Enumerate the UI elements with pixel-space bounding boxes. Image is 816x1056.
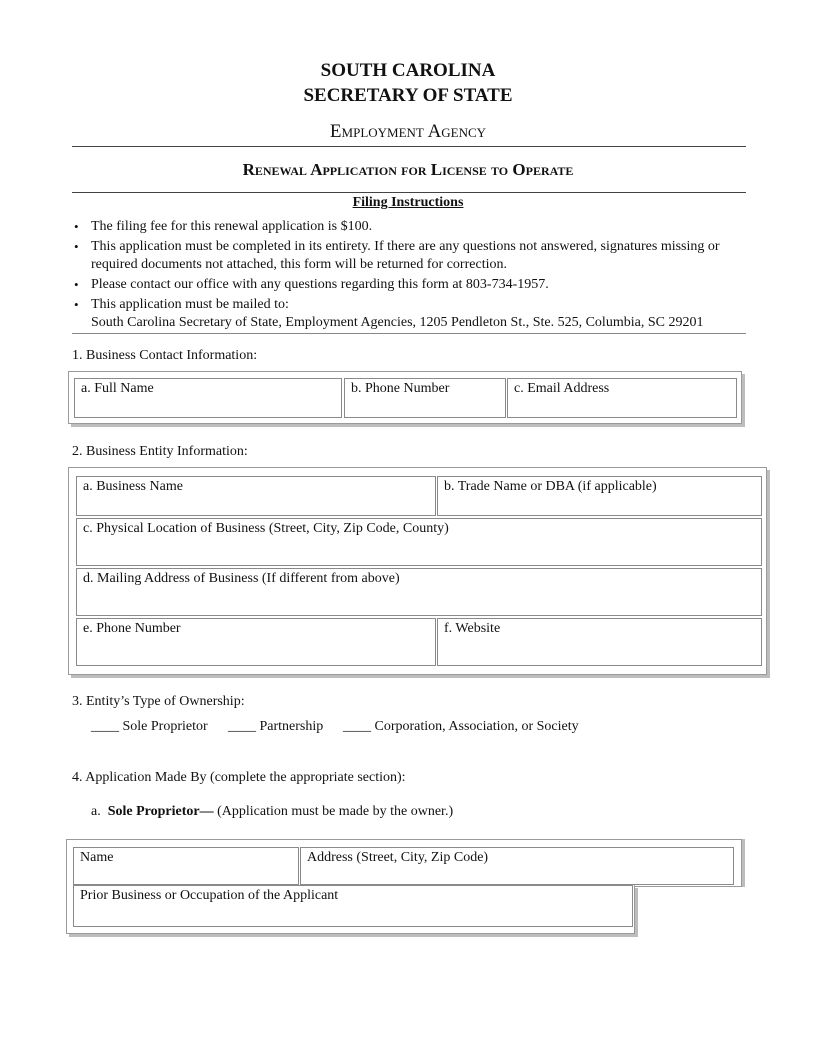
trade-name-field[interactable] — [437, 476, 762, 516]
full-name-field[interactable] — [74, 378, 342, 418]
email-label: c. Email Address — [514, 381, 610, 396]
instruction-mail-label: This application must be mailed to: — [91, 297, 289, 312]
website-label: f. Website — [444, 621, 501, 636]
section1-title: 1. Business Contact Information: — [72, 348, 258, 363]
sole-proprietor-table-bottom — [66, 885, 635, 934]
trade-name-label: b. Trade Name or DBA (if applicable) — [444, 479, 657, 494]
section2-title: 2. Business Entity Information: — [72, 444, 248, 459]
state-heading: SOUTH CAROLINA — [320, 60, 496, 81]
ownership-label: Corporation, Association, or Society — [374, 719, 579, 734]
agency-title: Employment Agency — [329, 121, 487, 142]
business-name-field[interactable] — [76, 476, 436, 516]
mailing-address-field[interactable] — [76, 568, 762, 616]
sub-letter: a. — [91, 804, 101, 819]
section3-title: 3. Entity’s Type of Ownership: — [72, 694, 245, 709]
instructions-divider — [72, 333, 746, 334]
instruction-item: • This application must be completed in its entirety. If there are any questions not answered, signatures missing or required documents not attached, this form will be returned for correction. — [72, 238, 741, 274]
physical-location-label: c. Physical Location of Business (Street, City, Zip Code, County) — [83, 521, 449, 536]
sole-proprietor-table-top — [66, 839, 742, 887]
instruction-item: • The filing fee for this renewal application is $100. — [72, 218, 752, 236]
ownership-label: Sole Proprietor — [122, 719, 208, 734]
proprietor-address-field[interactable] — [300, 847, 734, 885]
prior-business-label: Prior Business or Occupation of the Applicant — [80, 888, 339, 903]
proprietor-name-field[interactable] — [73, 847, 299, 885]
website-field[interactable] — [437, 618, 762, 666]
prior-business-field[interactable] — [73, 885, 633, 927]
contact-phone-field[interactable] — [344, 378, 506, 418]
instruction-item — [72, 296, 752, 332]
instruction-item: • Please contact our office with any questions regarding this form at 803-734-1957. — [72, 276, 752, 294]
ownership-option-sole[interactable] — [91, 719, 208, 735]
contact-phone-label: b. Phone Number — [351, 381, 450, 396]
ownership-option-corporation[interactable] — [343, 719, 579, 735]
filing-instructions-heading: Filing Instructions — [352, 195, 464, 210]
sole-proprietor-subheading — [91, 804, 453, 820]
physical-location-field[interactable] — [76, 518, 762, 566]
business-name-label: a. Business Name — [83, 479, 183, 494]
contact-info-table — [68, 371, 742, 424]
ownership-label: Partnership — [259, 719, 324, 734]
header-divider — [72, 146, 746, 147]
entity-phone-label: e. Phone Number — [83, 621, 181, 636]
email-field[interactable] — [507, 378, 737, 418]
filing-instructions-list — [72, 218, 752, 334]
ownership-blank: ____ — [91, 719, 119, 734]
entity-info-table — [68, 467, 767, 675]
form-title: Renewal Application for License to Operate — [242, 160, 574, 179]
office-heading: SECRETARY OF STATE — [303, 85, 513, 106]
proprietor-name-label: Name — [80, 850, 114, 865]
ownership-option-partnership[interactable] — [228, 719, 323, 735]
mailing-address-label: d. Mailing Address of Business (If different from above) — [83, 571, 400, 586]
sub-note: (Application must be made by the owner.) — [217, 804, 454, 819]
mailing-address-text: South Carolina Secretary of State, Employment Agencies, 1205 Pendleton St., Ste. 525, Columbia, SC 29201 — [91, 315, 704, 330]
title-divider — [72, 192, 746, 193]
proprietor-address-label: Address (Street, City, Zip Code) — [307, 850, 489, 865]
ownership-blank: ____ — [343, 719, 371, 734]
full-name-label: a. Full Name — [81, 381, 154, 396]
ownership-blank: ____ — [228, 719, 256, 734]
sub-bold-label: Sole Proprietor— — [107, 804, 214, 819]
entity-phone-field[interactable] — [76, 618, 436, 666]
section4-title: 4. Application Made By (complete the appropriate section): — [72, 770, 406, 785]
